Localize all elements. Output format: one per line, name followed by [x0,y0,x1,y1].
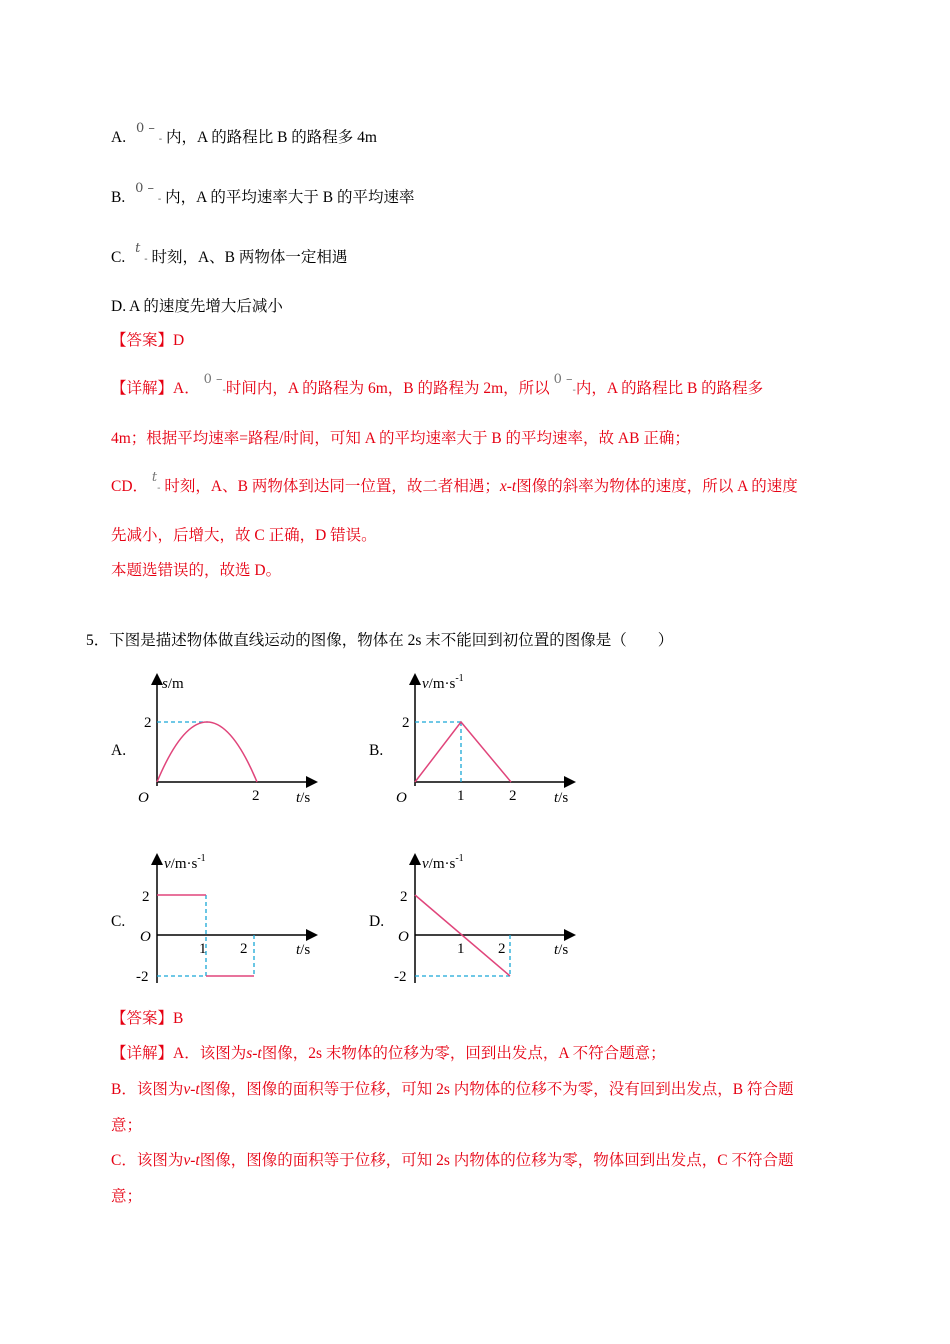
x-tick-label: 2 [252,788,260,804]
q5-answer: 【答案】B [111,1010,184,1027]
graph-d [388,848,588,988]
y-tick-label: 2 [402,715,410,731]
graph-a [130,668,330,813]
x-tick-label: 1 [457,941,465,957]
origin-label: O [398,929,409,945]
option-text: 内，A 的平均速率大于 B 的平均速率 [165,189,415,206]
formula-image: t [135,241,141,256]
x-tick-label: 2 [240,941,248,957]
formula-image: 0 – [553,372,573,387]
x-tick-label: 2 [498,941,506,957]
graph-c-label: C. [111,913,126,930]
q5-explanation-c: C．该图为v-t图像，图像的面积等于位移，可知 2s 内物体的位移为零，物体回到出发点，C 不符合题 [111,1152,794,1169]
x-axis-label: t/s [296,942,311,958]
x-axis-label: t/s [296,790,311,806]
y-axis-label: s/m [162,676,184,692]
y-axis-label: $v/m\cdot s^{-1}$ [164,853,206,872]
graph-d-label: D. [369,913,385,930]
origin-label: O [396,790,407,806]
y-tick-label: 2 [142,889,150,905]
q4-explanation-line1: 【详解】A． $^{0 -}$-时间内，A 的路程为 6m，B 的路程为 2m，所以 $^{0 -}$-内，A 的路程比 B 的路程多 [111,372,764,397]
graph-b [388,668,588,813]
option-b [111,181,415,210]
explanation-head: 【详解】 [111,380,174,397]
origin-label: O [140,929,151,945]
x-tick-label: 2 [509,788,517,804]
option-text: 内，A 的路程比 B 的路程多 4m [166,129,377,146]
formula-image: - [144,254,148,265]
option-label: C. [111,249,126,266]
x-axis-label: t/s [554,790,569,806]
formula-image: 0 – [203,372,223,387]
option-label: B. [111,189,126,206]
q5-explanation-b-cont: 意； [111,1117,143,1134]
option-d [111,297,283,317]
formula-image: 0 – [135,121,155,136]
option-c [111,241,348,270]
q4-explanation-line2: 4m；根据平均速率=路程/时间，可知 A 的平均速率大于 B 的平均速率，故 AB 正确； [111,430,690,447]
q5-explanation-b: B．该图为v-t图像，图像的面积等于位移，可知 2s 内物体的位移不为零，没有回到出发点，B 符合题 [111,1081,794,1098]
x-axis-label: t/s [554,942,569,958]
y-tick-label: -2 [136,969,149,985]
formula-image: 0 – [135,181,154,196]
s-curve [157,722,257,782]
q5-explanation-a: 【详解】A．该图为s-t图像，2s 末物体的位移为零，回到出发点，A 不符合题意； [111,1045,666,1062]
y-tick-label: -2 [394,969,407,985]
y-tick-label: 2 [144,715,152,731]
q4-explanation-line5: 本题选错误的，故选 D。 [111,562,282,579]
explanation-head: 【详解】 [111,1045,174,1062]
q5-explanation-c-cont: 意； [111,1188,143,1205]
origin-label: O [138,790,149,806]
q4-answer: 【答案】D [111,332,185,349]
option-label: D. [111,298,127,315]
graph-a-label: A. [111,742,127,759]
q4-explanation-line3: CD． $^t$- 时刻，A、B 两物体到达同一位置，故二者相遇；x-t图像的斜率为物体的速度，所以 A 的速度 [111,470,798,495]
q4-explanation-line4: 先减小，后增大，故 C 正确，D 错误。 [111,527,377,544]
option-text: 时刻，A、B 两物体一定相遇 [151,249,348,266]
formula-image: - [157,194,162,205]
formula-image: t [151,470,158,485]
formula-image: - [158,134,163,145]
x-tick-label: 1 [199,941,207,957]
q5-stem: 5．下图是描述物体做直线运动的图像，物体在 2s 末不能回到初位置的图像是（ ） [86,632,674,649]
y-tick-label: 2 [400,889,408,905]
y-axis-label: $v/m\cdot s^{-1}$ [422,673,464,692]
y-axis-label: $v/m\cdot s^{-1}$ [422,853,464,872]
graph-b-label: B. [369,742,384,759]
option-text: A 的速度先增大后减小 [129,298,283,315]
option-a [111,121,377,150]
x-tick-label: 1 [457,788,465,804]
graph-c [130,848,330,988]
option-label: A. [111,129,127,146]
v-line [415,722,511,782]
